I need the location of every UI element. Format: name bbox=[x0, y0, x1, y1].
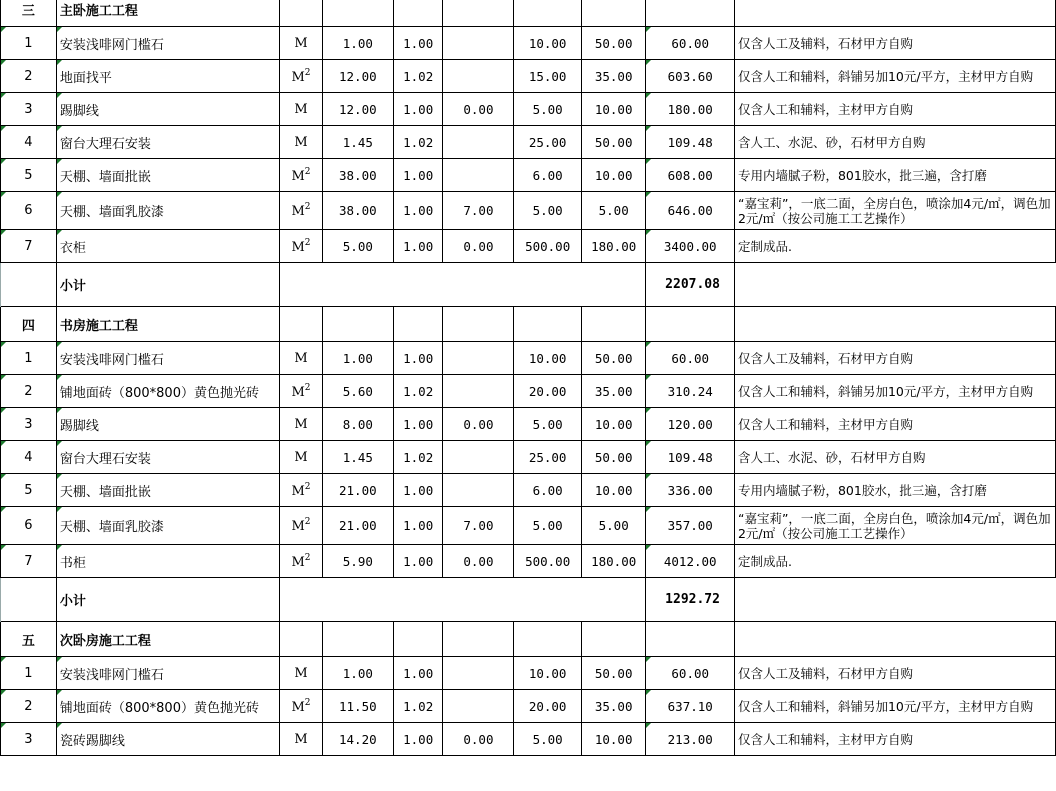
aux-price-cell[interactable]: 35.00 bbox=[581, 375, 646, 408]
item-number-cell[interactable]: 3 bbox=[1, 93, 57, 126]
unit-cell[interactable] bbox=[280, 408, 322, 441]
unit-text: M bbox=[291, 384, 305, 400]
total-cell[interactable]: 60.00 bbox=[646, 657, 734, 690]
total-cell[interactable]: 4012.00 bbox=[646, 545, 734, 578]
aux-price-cell[interactable]: 35.00 bbox=[581, 60, 646, 93]
empty-cell[interactable] bbox=[514, 0, 582, 27]
unit-text: M bbox=[291, 483, 305, 499]
factor-cell[interactable]: 1.00 bbox=[393, 723, 443, 756]
unit-cell[interactable] bbox=[280, 657, 322, 690]
quantity-cell[interactable]: 5.90 bbox=[322, 545, 393, 578]
table-row bbox=[1, 159, 1056, 192]
quantity-cell[interactable]: 1.45 bbox=[322, 441, 393, 474]
table-row bbox=[1, 441, 1056, 474]
unit-exponent: 2 bbox=[304, 382, 311, 393]
section-header-row bbox=[1, 0, 1056, 27]
section-header-row bbox=[1, 622, 1056, 657]
empty-cell[interactable] bbox=[581, 0, 646, 27]
quantity-cell[interactable]: 5.60 bbox=[322, 375, 393, 408]
labor-price-cell[interactable]: 10.00 bbox=[514, 342, 582, 375]
total-cell[interactable]: 3400.00 bbox=[646, 230, 734, 263]
unit-text: M bbox=[291, 204, 305, 219]
total-cell[interactable]: 357.00 bbox=[646, 507, 734, 545]
item-name-cell[interactable]: 窗台大理石安装 bbox=[56, 126, 279, 159]
empty-cell[interactable] bbox=[443, 622, 514, 657]
item-number-cell[interactable]: 2 bbox=[1, 690, 57, 723]
quantity-cell[interactable]: 8.00 bbox=[322, 408, 393, 441]
unit-text: M bbox=[291, 69, 305, 85]
empty-cell[interactable] bbox=[280, 0, 322, 27]
factor-cell[interactable]: 1.02 bbox=[393, 126, 443, 159]
empty-cell[interactable] bbox=[280, 307, 322, 342]
unit-text: M bbox=[294, 731, 308, 747]
item-name-cell[interactable]: 衣柜 bbox=[56, 230, 279, 263]
item-number-cell[interactable]: 4 bbox=[1, 441, 57, 474]
total-cell[interactable]: 637.10 bbox=[646, 690, 734, 723]
table-row bbox=[1, 60, 1056, 93]
factor-cell[interactable]: 1.02 bbox=[393, 690, 443, 723]
item-name-cell[interactable]: 天棚、墙面批嵌 bbox=[56, 159, 279, 192]
unit-text: M bbox=[291, 554, 305, 570]
unit-cell[interactable] bbox=[280, 474, 322, 507]
unit-cell[interactable] bbox=[280, 342, 322, 375]
unit-cell[interactable] bbox=[280, 126, 322, 159]
remark-cell[interactable]: 仅含人工和辅料，主材甲方自购 bbox=[734, 93, 1055, 126]
empty-cell[interactable] bbox=[443, 307, 514, 342]
item-name-cell[interactable]: 天棚、墙面乳胶漆 bbox=[56, 507, 279, 545]
factor-cell[interactable]: 1.00 bbox=[393, 93, 443, 126]
quantity-cell[interactable]: 38.00 bbox=[322, 192, 393, 230]
quantity-cell[interactable]: 1.00 bbox=[322, 27, 393, 60]
labor-price-cell[interactable]: 10.00 bbox=[514, 657, 582, 690]
unit-cell[interactable] bbox=[280, 723, 322, 756]
remark-cell[interactable]: 仅含人工和辅料，主材甲方自购 bbox=[734, 408, 1055, 441]
empty-cell[interactable] bbox=[581, 307, 646, 342]
aux-price-cell[interactable]: 10.00 bbox=[581, 474, 646, 507]
unit-exponent: 2 bbox=[304, 481, 311, 492]
item-number-cell[interactable]: 1 bbox=[1, 342, 57, 375]
aux-price-cell[interactable]: 50.00 bbox=[581, 27, 646, 60]
material-price-cell[interactable] bbox=[443, 27, 514, 60]
aux-price-cell[interactable]: 180.00 bbox=[581, 230, 646, 263]
section-number-cell[interactable]: 五 bbox=[1, 622, 57, 657]
empty-cell[interactable] bbox=[514, 622, 582, 657]
empty-cell[interactable] bbox=[280, 578, 646, 622]
remark-cell[interactable]: “嘉宝莉”，一底二面，全房白色，喷涂加4元/㎡，调色加2元/㎡（按公司施工工艺操作） bbox=[734, 507, 1055, 545]
aux-price-cell[interactable]: 10.00 bbox=[581, 159, 646, 192]
unit-text: M bbox=[294, 449, 308, 465]
empty-cell[interactable] bbox=[734, 263, 1055, 307]
table-row bbox=[1, 408, 1056, 441]
unit-cell[interactable] bbox=[280, 27, 322, 60]
remark-cell[interactable]: 仅含人工及辅料，石材甲方自购 bbox=[734, 657, 1055, 690]
factor-cell[interactable]: 1.00 bbox=[393, 474, 443, 507]
aux-price-cell[interactable]: 5.00 bbox=[581, 507, 646, 545]
item-number-cell[interactable]: 6 bbox=[1, 192, 57, 230]
quantity-cell[interactable]: 11.50 bbox=[322, 690, 393, 723]
empty-cell[interactable] bbox=[1, 263, 57, 307]
section-header-row bbox=[1, 307, 1056, 342]
table-row bbox=[1, 375, 1056, 408]
material-price-cell[interactable] bbox=[443, 342, 514, 375]
remark-cell[interactable]: 仅含人工及辅料，石材甲方自购 bbox=[734, 342, 1055, 375]
remark-cell[interactable]: 仅含人工和辅料，斜铺另加10元/平方，主材甲方自购 bbox=[734, 375, 1055, 408]
unit-text: M bbox=[291, 519, 305, 534]
remark-cell[interactable]: 专用内墙腻子粉，801胶水，批三遍，含打磨 bbox=[734, 159, 1055, 192]
factor-cell[interactable]: 1.00 bbox=[393, 159, 443, 192]
item-number-cell[interactable]: 2 bbox=[1, 60, 57, 93]
item-name-cell[interactable]: 安装浅啡网门槛石 bbox=[56, 27, 279, 60]
empty-cell[interactable] bbox=[322, 0, 393, 27]
table-row bbox=[1, 342, 1056, 375]
item-number-cell[interactable]: 3 bbox=[1, 408, 57, 441]
remark-cell[interactable]: 定制成品. bbox=[734, 230, 1055, 263]
quantity-cell[interactable]: 1.00 bbox=[322, 342, 393, 375]
factor-cell[interactable]: 1.00 bbox=[393, 545, 443, 578]
material-price-cell[interactable]: 0.00 bbox=[443, 545, 514, 578]
total-cell[interactable]: 109.48 bbox=[646, 441, 734, 474]
table-row bbox=[1, 126, 1056, 159]
section-title-cell[interactable]: 次卧房施工工程 bbox=[56, 622, 279, 657]
labor-price-cell[interactable]: 5.00 bbox=[514, 93, 582, 126]
labor-price-cell[interactable]: 20.00 bbox=[514, 690, 582, 723]
factor-cell[interactable]: 1.02 bbox=[393, 375, 443, 408]
subtotal-label-cell[interactable]: 小计 bbox=[56, 578, 279, 622]
item-number-cell[interactable]: 5 bbox=[1, 159, 57, 192]
subtotal-value-cell[interactable]: 1292.72 bbox=[646, 578, 734, 622]
quantity-cell[interactable]: 1.45 bbox=[322, 126, 393, 159]
material-price-cell[interactable] bbox=[443, 60, 514, 93]
factor-cell[interactable]: 1.00 bbox=[393, 657, 443, 690]
item-name-cell[interactable]: 铺地面砖（800*800）黄色抛光砖 bbox=[56, 375, 279, 408]
material-price-cell[interactable]: 0.00 bbox=[443, 723, 514, 756]
unit-text: M bbox=[294, 101, 308, 117]
empty-cell[interactable] bbox=[581, 622, 646, 657]
section-title-cell[interactable]: 书房施工工程 bbox=[56, 307, 279, 342]
material-price-cell[interactable]: 0.00 bbox=[443, 230, 514, 263]
aux-price-cell[interactable]: 50.00 bbox=[581, 657, 646, 690]
empty-cell[interactable] bbox=[443, 0, 514, 27]
material-price-cell[interactable] bbox=[443, 375, 514, 408]
empty-cell[interactable] bbox=[646, 0, 734, 27]
remark-cell[interactable]: 定制成品. bbox=[734, 545, 1055, 578]
remark-cell[interactable]: 专用内墙腻子粉，801胶水，批三遍，含打磨 bbox=[734, 474, 1055, 507]
remark-cell[interactable]: “嘉宝莉”，一底二面，全房白色，喷涂加4元/㎡，调色加2元/㎡（按公司施工工艺操作） bbox=[734, 192, 1055, 230]
table-row bbox=[1, 507, 1056, 545]
factor-cell[interactable]: 1.00 bbox=[393, 27, 443, 60]
item-number-cell[interactable]: 1 bbox=[1, 657, 57, 690]
quantity-cell[interactable]: 21.00 bbox=[322, 474, 393, 507]
unit-cell[interactable] bbox=[280, 159, 322, 192]
unit-text: M bbox=[291, 239, 305, 255]
remark-cell[interactable]: 仅含人工和辅料，斜铺另加10元/平方，主材甲方自购 bbox=[734, 60, 1055, 93]
unit-exponent: 2 bbox=[304, 67, 311, 78]
item-number-cell[interactable]: 6 bbox=[1, 507, 57, 545]
subtotal-row bbox=[1, 578, 1056, 622]
unit-exponent: 2 bbox=[304, 552, 311, 563]
unit-text: M bbox=[294, 35, 308, 51]
unit-text: M bbox=[291, 699, 305, 715]
unit-cell[interactable] bbox=[280, 507, 322, 545]
material-price-cell[interactable]: 7.00 bbox=[443, 507, 514, 545]
total-cell[interactable]: 646.00 bbox=[646, 192, 734, 230]
unit-cell[interactable] bbox=[280, 230, 322, 263]
empty-cell[interactable] bbox=[280, 622, 322, 657]
labor-price-cell[interactable]: 15.00 bbox=[514, 60, 582, 93]
unit-exponent: 2 bbox=[304, 166, 311, 177]
item-name-cell[interactable]: 地面找平 bbox=[56, 60, 279, 93]
unit-text: M bbox=[294, 350, 308, 366]
unit-text: M bbox=[294, 134, 308, 150]
empty-cell[interactable] bbox=[280, 263, 646, 307]
material-price-cell[interactable] bbox=[443, 690, 514, 723]
item-number-cell[interactable]: 2 bbox=[1, 375, 57, 408]
item-name-cell[interactable]: 安装浅啡网门槛石 bbox=[56, 342, 279, 375]
table-row bbox=[1, 657, 1056, 690]
table-row bbox=[1, 723, 1056, 756]
item-name-cell[interactable]: 书柜 bbox=[56, 545, 279, 578]
total-cell[interactable]: 109.48 bbox=[646, 126, 734, 159]
subtotal-row bbox=[1, 263, 1056, 307]
aux-price-cell[interactable]: 50.00 bbox=[581, 342, 646, 375]
total-cell[interactable]: 213.00 bbox=[646, 723, 734, 756]
unit-cell[interactable] bbox=[280, 690, 322, 723]
item-name-cell[interactable]: 窗台大理石安装 bbox=[56, 441, 279, 474]
empty-cell[interactable] bbox=[734, 622, 1055, 657]
aux-price-cell[interactable]: 10.00 bbox=[581, 93, 646, 126]
item-name-cell[interactable]: 瓷砖踢脚线 bbox=[56, 723, 279, 756]
unit-cell[interactable] bbox=[280, 441, 322, 474]
unit-cell[interactable] bbox=[280, 60, 322, 93]
remark-cell[interactable]: 含人工、水泥、砂，石材甲方自购 bbox=[734, 126, 1055, 159]
item-name-cell[interactable]: 踢脚线 bbox=[56, 93, 279, 126]
labor-price-cell[interactable]: 10.00 bbox=[514, 27, 582, 60]
factor-cell[interactable]: 1.00 bbox=[393, 230, 443, 263]
aux-price-cell[interactable]: 180.00 bbox=[581, 545, 646, 578]
factor-cell[interactable]: 1.00 bbox=[393, 507, 443, 545]
labor-price-cell[interactable]: 500.00 bbox=[514, 230, 582, 263]
item-name-cell[interactable]: 天棚、墙面批嵌 bbox=[56, 474, 279, 507]
unit-exponent: 2 bbox=[304, 202, 311, 212]
labor-price-cell[interactable]: 6.00 bbox=[514, 159, 582, 192]
labor-price-cell[interactable]: 5.00 bbox=[514, 723, 582, 756]
total-cell[interactable]: 120.00 bbox=[646, 408, 734, 441]
total-cell[interactable]: 180.00 bbox=[646, 93, 734, 126]
table-row bbox=[1, 690, 1056, 723]
table-row bbox=[1, 27, 1056, 60]
unit-exponent: 2 bbox=[304, 517, 311, 527]
unit-text: M bbox=[294, 416, 308, 432]
empty-cell[interactable] bbox=[734, 307, 1055, 342]
item-number-cell[interactable]: 1 bbox=[1, 27, 57, 60]
unit-cell[interactable] bbox=[280, 375, 322, 408]
labor-price-cell[interactable]: 5.00 bbox=[514, 192, 582, 230]
total-cell[interactable]: 310.24 bbox=[646, 375, 734, 408]
unit-text: M bbox=[291, 168, 305, 184]
empty-cell[interactable] bbox=[393, 0, 443, 27]
aux-price-cell[interactable]: 35.00 bbox=[581, 690, 646, 723]
quantity-cell[interactable]: 5.00 bbox=[322, 230, 393, 263]
total-cell[interactable]: 336.00 bbox=[646, 474, 734, 507]
item-number-cell[interactable]: 7 bbox=[1, 230, 57, 263]
quantity-cell[interactable]: 38.00 bbox=[322, 159, 393, 192]
remark-cell[interactable]: 含人工、水泥、砂，石材甲方自购 bbox=[734, 441, 1055, 474]
material-price-cell[interactable]: 0.00 bbox=[443, 93, 514, 126]
empty-cell[interactable] bbox=[734, 0, 1055, 27]
material-price-cell[interactable]: 7.00 bbox=[443, 192, 514, 230]
quantity-cell[interactable]: 1.00 bbox=[322, 657, 393, 690]
factor-cell[interactable]: 1.02 bbox=[393, 60, 443, 93]
quantity-cell[interactable]: 21.00 bbox=[322, 507, 393, 545]
empty-cell[interactable] bbox=[322, 307, 393, 342]
subtotal-label-cell[interactable]: 小计 bbox=[56, 263, 279, 307]
aux-price-cell[interactable]: 50.00 bbox=[581, 126, 646, 159]
item-number-cell[interactable]: 7 bbox=[1, 545, 57, 578]
remark-cell[interactable]: 仅含人工和辅料，主材甲方自购 bbox=[734, 723, 1055, 756]
material-price-cell[interactable] bbox=[443, 657, 514, 690]
aux-price-cell[interactable]: 10.00 bbox=[581, 408, 646, 441]
labor-price-cell[interactable]: 5.00 bbox=[514, 408, 582, 441]
aux-price-cell[interactable]: 5.00 bbox=[581, 192, 646, 230]
unit-exponent: 2 bbox=[304, 697, 311, 708]
empty-cell[interactable] bbox=[393, 307, 443, 342]
item-name-cell[interactable]: 安装浅啡网门槛石 bbox=[56, 657, 279, 690]
total-cell[interactable]: 603.60 bbox=[646, 60, 734, 93]
table-row bbox=[1, 545, 1056, 578]
empty-cell[interactable] bbox=[646, 307, 734, 342]
empty-cell[interactable] bbox=[734, 578, 1055, 622]
labor-price-cell[interactable]: 20.00 bbox=[514, 375, 582, 408]
total-cell[interactable]: 60.00 bbox=[646, 27, 734, 60]
item-number-cell[interactable]: 3 bbox=[1, 723, 57, 756]
item-name-cell[interactable]: 踢脚线 bbox=[56, 408, 279, 441]
table-row bbox=[1, 93, 1056, 126]
labor-price-cell[interactable]: 500.00 bbox=[514, 545, 582, 578]
unit-cell[interactable] bbox=[280, 192, 322, 230]
empty-cell[interactable] bbox=[322, 622, 393, 657]
item-number-cell[interactable]: 4 bbox=[1, 126, 57, 159]
section-title-cell[interactable]: 主卧施工工程 bbox=[56, 0, 279, 27]
item-name-cell[interactable]: 铺地面砖（800*800）黄色抛光砖 bbox=[56, 690, 279, 723]
aux-price-cell[interactable]: 10.00 bbox=[581, 723, 646, 756]
remark-cell[interactable]: 仅含人工和辅料，斜铺另加10元/平方，主材甲方自购 bbox=[734, 690, 1055, 723]
quantity-cell[interactable]: 12.00 bbox=[322, 60, 393, 93]
unit-cell[interactable] bbox=[280, 545, 322, 578]
quantity-cell[interactable]: 12.00 bbox=[322, 93, 393, 126]
table-row bbox=[1, 192, 1056, 230]
aux-price-cell[interactable]: 50.00 bbox=[581, 441, 646, 474]
table-row bbox=[1, 230, 1056, 263]
factor-cell[interactable]: 1.00 bbox=[393, 342, 443, 375]
material-price-cell[interactable] bbox=[443, 474, 514, 507]
table-row bbox=[1, 474, 1056, 507]
total-cell[interactable]: 608.00 bbox=[646, 159, 734, 192]
material-price-cell[interactable] bbox=[443, 159, 514, 192]
item-name-cell[interactable]: 天棚、墙面乳胶漆 bbox=[56, 192, 279, 230]
material-price-cell[interactable]: 0.00 bbox=[443, 408, 514, 441]
section-number-cell[interactable]: 三 bbox=[1, 0, 57, 27]
remark-cell[interactable]: 仅含人工及辅料，石材甲方自购 bbox=[734, 27, 1055, 60]
empty-cell[interactable] bbox=[514, 307, 582, 342]
labor-price-cell[interactable]: 25.00 bbox=[514, 441, 582, 474]
empty-cell[interactable] bbox=[646, 622, 734, 657]
quantity-cell[interactable]: 14.20 bbox=[322, 723, 393, 756]
empty-cell[interactable] bbox=[393, 622, 443, 657]
empty-cell[interactable] bbox=[1, 578, 57, 622]
labor-price-cell[interactable]: 6.00 bbox=[514, 474, 582, 507]
material-price-cell[interactable] bbox=[443, 441, 514, 474]
factor-cell[interactable]: 1.00 bbox=[393, 192, 443, 230]
item-number-cell[interactable]: 5 bbox=[1, 474, 57, 507]
subtotal-value-cell[interactable]: 2207.08 bbox=[646, 263, 734, 307]
factor-cell[interactable]: 1.00 bbox=[393, 408, 443, 441]
unit-exponent: 2 bbox=[304, 237, 311, 248]
labor-price-cell[interactable]: 25.00 bbox=[514, 126, 582, 159]
factor-cell[interactable]: 1.02 bbox=[393, 441, 443, 474]
unit-text: M bbox=[294, 665, 308, 681]
labor-price-cell[interactable]: 5.00 bbox=[514, 507, 582, 545]
section-number-cell[interactable]: 四 bbox=[1, 307, 57, 342]
unit-cell[interactable] bbox=[280, 93, 322, 126]
material-price-cell[interactable] bbox=[443, 126, 514, 159]
total-cell[interactable]: 60.00 bbox=[646, 342, 734, 375]
